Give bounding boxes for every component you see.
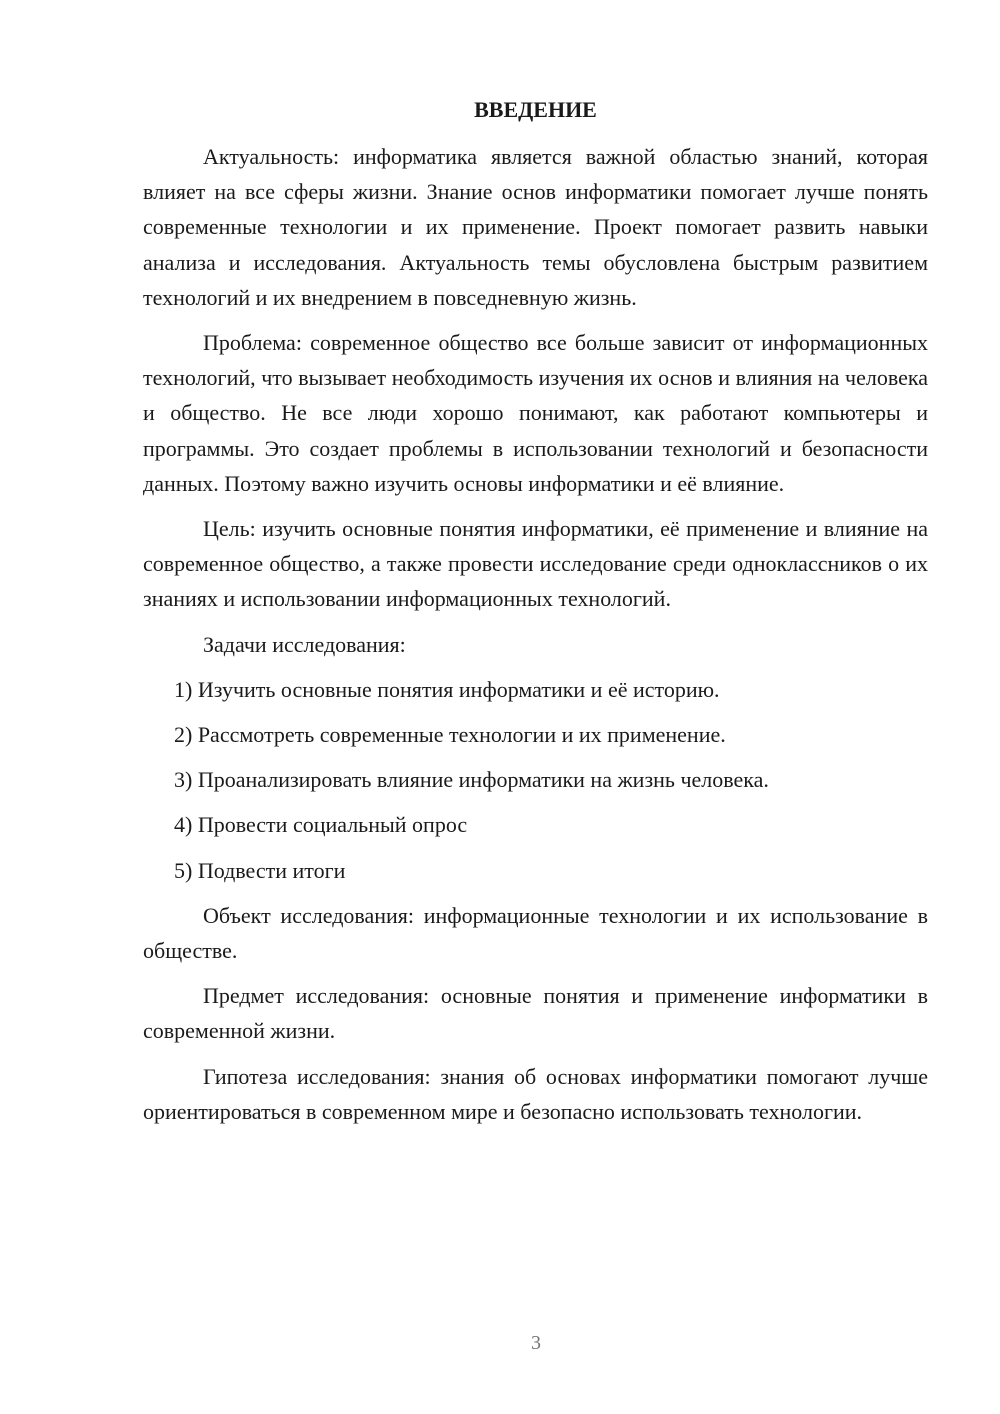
paragraph-hypothesis: Гипотеза исследования: знания об основах информатики помогают лучше ориентироваться в современном мире и безопасно использовать технологии. (143, 1063, 928, 1124)
task-item: 2) Рассмотреть современные технологии и их применение. (174, 722, 726, 748)
task-item: 3) Проанализировать влияние информатики на жизнь человека. (174, 767, 769, 793)
task-item: 5) Подвести итоги (174, 857, 346, 883)
paragraph-problem: Проблема: современное общество все больше зависит от информационных технологий, что вызывает необходимость изучения их основ и влияния на человека и общество. Не все люди хорошо понимают, как работают компьютеры и программы. Это создает проблемы в использовании технологий и безопасности данных. Поэтому важно изучить основы информатики и её влияние. (143, 330, 928, 496)
section-title: ВВЕДЕНИЕ (474, 97, 597, 122)
page-number-footer (0, 1332, 1000, 1355)
paragraph-object: Объект исследования: информационные технологии и их использование в обществе. (143, 902, 928, 964)
page-number: 3 (531, 1332, 541, 1354)
tasks-heading: Задачи исследования: (203, 631, 406, 657)
tasks-list (143, 672, 928, 888)
page-content (143, 92, 928, 1139)
task-item: 4) Провести социальный опрос (174, 812, 468, 838)
task-item: 1) Изучить основные понятия информатики и её историю. (174, 676, 720, 702)
paragraph-goal: Цель: изучить основные понятия информатики, её применение и влияние на современное общество, а также провести исследование среди одноклассников о их знаниях и использовании информационных технологий. (143, 516, 928, 612)
paragraph-relevance: Актуальность: информатика является важной областью знаний, которая влияет на все сферы жизни. Знание основ информатики помогает лучше понять современные технологии и их применение. Проект помогает развить навыки анализа и исследования. Актуальность темы обусловлена быстрым развитием технологий и их внедрением в повседневную жизнь. (143, 144, 928, 310)
paragraph-subject: Предмет исследования: основные понятия и применение информатики в современной жизни. (143, 983, 928, 1044)
